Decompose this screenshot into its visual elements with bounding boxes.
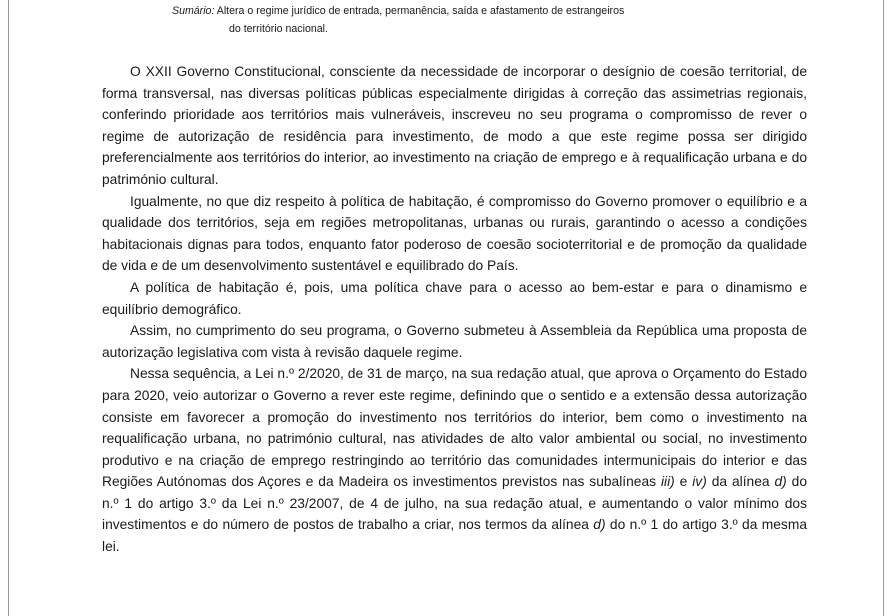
paragraph-2: Igualmente, no que diz respeito à política de habitação, é compromisso do Governo promover o equilíbrio e a qualidade dos territórios, seja em regiões metropolitanas, urbanas ou rurais, garantindo o acesso a condições habitacionais dignas para todos, enquanto fator poderoso de coesão socioterritorial e de promoção da qualidade de vida e de um desenvolvimento sustentável e equilibrado do País. [102, 193, 807, 274]
paragraph-5-part-5: do n.º 1 do artigo 3.º da mesma lei. [102, 517, 807, 555]
paragraph-5 [102, 363, 807, 557]
paragraph-5-part-1: Nessa sequência, a Lei n.º 2/2020, de 31 de março, na sua redação atual, que aprova o Orçamento do Estado para 2020, veio autorizar o Governo a rever este regime, definindo que o sentido e a extensão dessa autorização consiste em favorecer a promoção do investimento nos territórios do interior, bem como o investimento na requalificação urbana, no património cultural, nas atividades de alto valor ambiental ou social, no investimento produtivo e na criação de emprego restringindo ao território das comunidades intermunicipais do interior e das Regiões Autónomas dos Açores e da Madeira os investimentos previstos nas subalíneas [102, 366, 807, 490]
paragraph-3: A política de habitação é, pois, uma política chave para o acesso ao bem-estar e para o dinamismo e equilíbrio demográfico. [102, 279, 807, 317]
paragraph-5-part-4: do n.º 1 do artigo 3.º da Lei n.º 23/2007, de 4 de julho, na sua redação atual, e aumentando o valor mínimo dos investimentos e do número de postos de trabalho a criar, nos termos da alínea [102, 474, 808, 533]
paragraph-5-emphasis-4: d) [593, 517, 606, 533]
paragraph-5-emphasis-2: iv) [692, 474, 707, 490]
paragraph-4: Assim, no cumprimento do seu programa, o Governo submeteu à Assembleia da República uma proposta de autorização legislativa com vista à revisão daquele regime. [102, 323, 807, 360]
paragraph-5-part-2: e [674, 474, 693, 490]
summary-text-line2: do território nacional. [229, 22, 328, 35]
paragraph-5-emphasis-3: d) [774, 474, 787, 490]
paragraph-5-emphasis-1: iii) [660, 474, 675, 490]
paragraph-1: O XXII Governo Constitucional, consciente da necessidade de incorporar o desígnio de coesão territorial, de forma transversal, nas diversas políticas públicas especialmente dirigidas à correção das assimetrias regionais, conferindo prioridade aos territórios mais vulneráveis, inscreveu no seu programa o compromisso de rever o regime de autorização de residência para investimento, de modo a que este regime possa ser dirigido preferencialmente aos territórios do interior, ao investimento na criação de emprego e à requalificação urbana e do património cultural. [102, 64, 807, 187]
document-body [102, 61, 807, 558]
paragraph-5-part-3: da alínea [706, 474, 775, 490]
summary-text-line1: Altera o regime jurídico de entrada, permanência, saída e afastamento de estrangeiros [216, 5, 625, 17]
summary-label: Sumário: [172, 5, 215, 17]
summary-block [172, 3, 772, 38]
